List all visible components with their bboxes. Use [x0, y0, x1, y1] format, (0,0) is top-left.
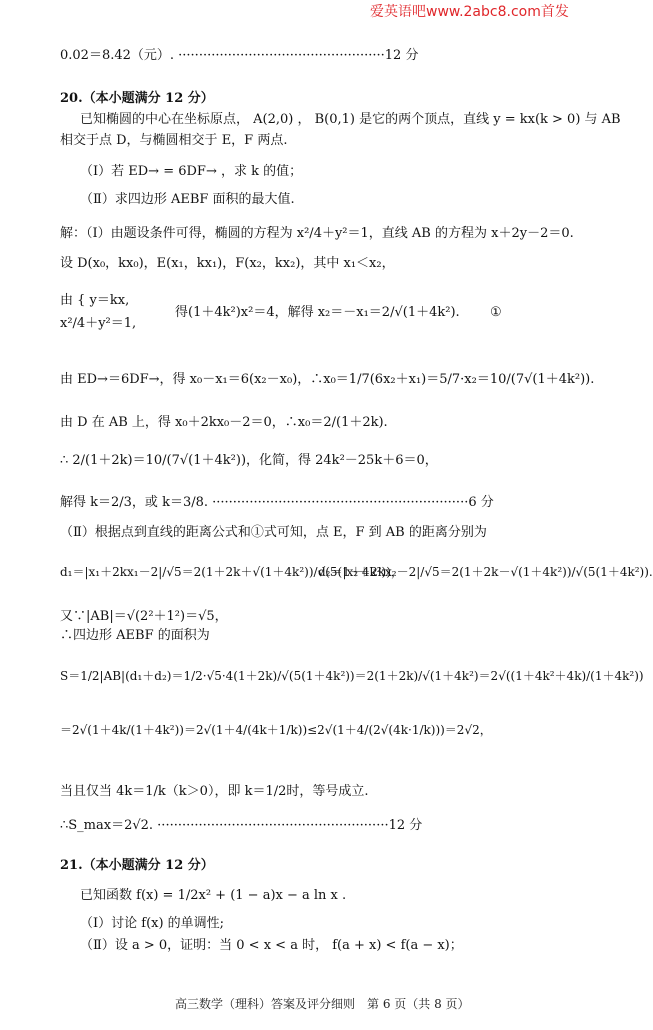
solution-line8: （Ⅱ）根据点到直线的距离公式和①式可知，点 E，F 到 AB 的距离分别为	[60, 525, 487, 540]
system-eq-2: x²/4＋y²＝1,	[60, 316, 137, 331]
q21-part2: （Ⅱ）设 a > 0，证明：当 0 < x < a 时， f(a + x) < f(a − x)；	[80, 938, 463, 953]
area-formula-1: S＝1/2|AB|(d₁＋d₂)＝1/2·√5·4(1＋2k)/√(5(1＋4k²))＝2(1＋2k)/√(1＋4k²)＝2√((1＋4k²＋4k)/(1＋4k²))	[60, 669, 644, 683]
watermark: 爱英语吧www.2abc8.com首发	[370, 4, 569, 20]
solution-line6: ∴ 2/(1＋2k)＝10/(7√(1＋4k²))，化简，得 24k²－25k＋6＝0，	[60, 453, 438, 468]
q20-part2: （Ⅱ）求四边形 AEBF 面积的最大值.	[80, 192, 295, 207]
solution-line5: 由 D 在 AB 上，得 x₀＋2kx₀－2＝0，∴x₀＝2/(1＋2k).	[60, 415, 388, 430]
page-top-line: 0.02＝8.42（元）. ··················································12 分	[60, 48, 419, 63]
q20-part1: （Ⅰ）若 ED→ = 6DF→ ，求 k 的值；	[80, 164, 303, 179]
distance-d1: d₁＝|x₁＋2kx₁－2|/√5＝2(1＋2k＋√(1＋4k²))/√(5(1＋4k²))，	[60, 565, 403, 579]
distance-d2: d₂＝|x₂＋2kx₂－2|/√5＝2(1＋2k－√(1＋4k²))/√(5(1＋4k²)).	[318, 565, 653, 579]
page-footer: 高三数学（理科）答案及评分细则 第 6 页（共 8 页）	[175, 997, 470, 1011]
solution-line11: ∴四边形 AEBF 的面积为	[60, 628, 210, 643]
circle-mark: ①	[490, 305, 502, 320]
solution-line4: 由 ED→＝6DF→，得 x₀－x₁＝6(x₂－x₀)，∴x₀＝1/7(6x₂＋x₁)＝5/7·x₂＝10/(7√(1＋4k²)).	[60, 372, 595, 387]
q21-part1: （Ⅰ）讨论 f(x) 的单调性;	[80, 916, 225, 931]
solution-line10: 又∵|AB|＝√(2²＋1²)＝√5，	[60, 609, 228, 624]
solve-x2: 得(1＋4k²)x²＝4，解得 x₂＝－x₁＝2/√(1＋4k²).	[175, 305, 460, 320]
q20-heading: 20.（本小题满分 12 分）	[60, 91, 214, 106]
area-formula-2: ＝2√(1＋4k/(1＋4k²))＝2√(1＋4/(4k＋1/k))≤2√(1＋4/(2√(4k·1/k)))＝2√2，	[60, 723, 492, 737]
q21-heading: 21.（本小题满分 12 分）	[60, 858, 214, 873]
q21-stem: 已知函数 f(x) = 1/2x² + (1 − a)x − a ln x .	[80, 888, 347, 903]
solution-line1: 解：（Ⅰ）由题设条件可得，椭圆的方程为 x²/4＋y²＝1，直线 AB 的方程为 x＋2y－2＝0.	[60, 226, 574, 241]
solution-line2: 设 D(x₀，kx₀)，E(x₁，kx₁)，F(x₂，kx₂)，其中 x₁＜x₂，	[60, 256, 395, 271]
q20-stem-line1: 已知椭圆的中心在坐标原点， A(2,0) ， B(0,1) 是它的两个顶点，直线 y = kx(k > 0) 与 AB	[80, 112, 621, 127]
solution-line14: 当且仅当 4k＝1/k（k＞0），即 k＝1/2时，等号成立.	[60, 784, 369, 799]
q20-stem-line2: 相交于点 D，与椭圆相交于 E，F 两点.	[60, 133, 288, 148]
solution-line15: ∴S_max＝2√2. ························································12 分	[60, 818, 423, 833]
system-eq-1: 由 { y＝kx,	[60, 293, 130, 308]
solution-line7: 解得 k＝2/3，或 k＝3/8. ······························································6 分	[60, 495, 494, 510]
